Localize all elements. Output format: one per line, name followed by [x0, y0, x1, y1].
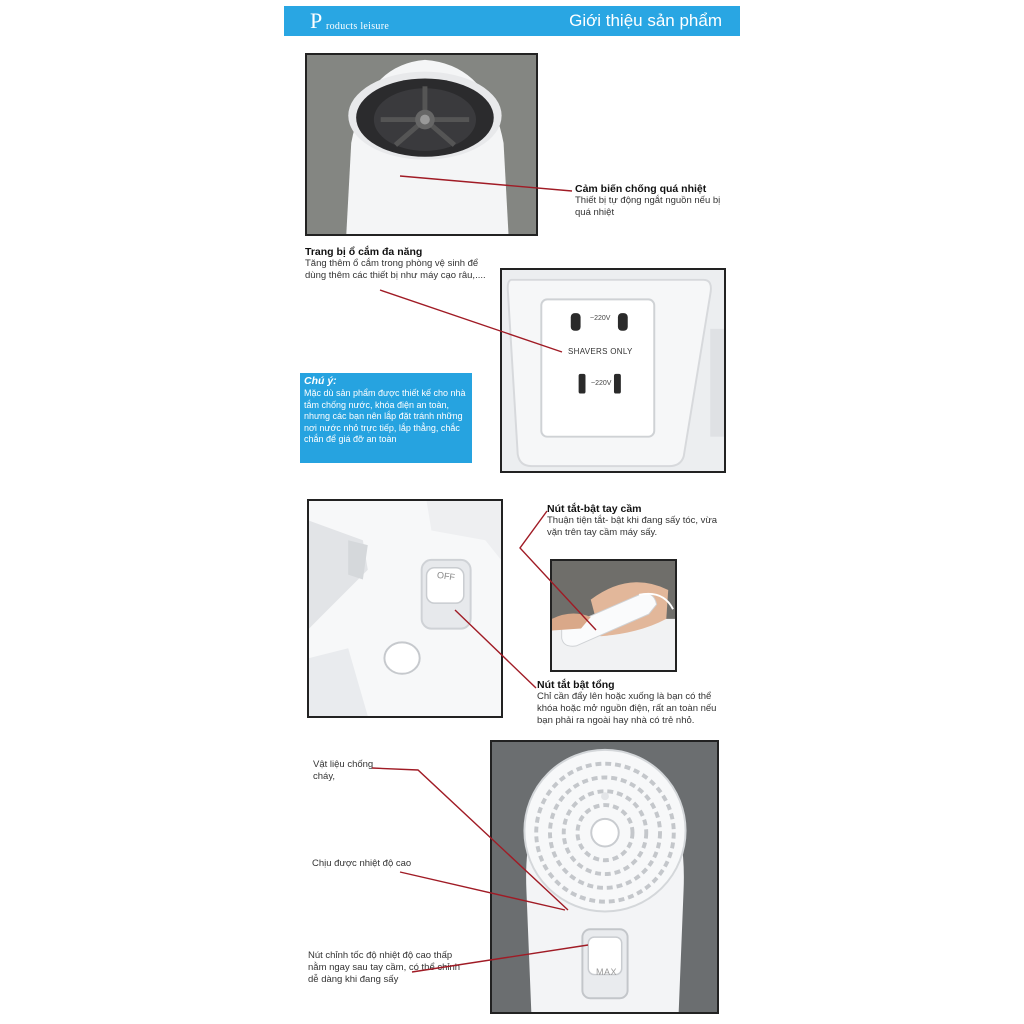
socket-title: Trang bị ổ cắm đa năng: [305, 246, 423, 258]
heat-resistant-text: Chịu được nhiệt độ cao: [312, 858, 412, 869]
hand-photo: [550, 559, 677, 672]
handle-switch-section: [547, 503, 747, 539]
note-title: Chú ý:: [304, 375, 337, 387]
main-switch-body: Chỉ cần đẩy lên hoặc xuống là bạn có thể khóa hoặc mở nguồn điện, rất an toàn nếu bạn phải ra ngoài hay nhà có trẻ nhỏ.: [537, 691, 717, 726]
socket-photo: [500, 268, 726, 473]
hand-image: [552, 561, 675, 670]
dryer-vent-image: [307, 55, 536, 234]
socket-label-shavers: SHAVERS ONLY: [568, 347, 633, 356]
logo-text: roducts leisure: [326, 21, 390, 32]
logo-letter: P: [310, 8, 323, 33]
main-switch-section: [537, 679, 737, 727]
socket-body: Tăng thêm ổ cắm trong phòng vệ sinh để dùng thêm các thiết bị như máy cạo râu,....: [305, 258, 486, 281]
main-switch-photo: [307, 499, 503, 718]
max-label: MAX: [596, 967, 618, 977]
socket-label-top: ~220V: [590, 315, 611, 322]
main-switch-title: Nút tắt bật tổng: [537, 679, 615, 691]
header-banner: [284, 6, 740, 36]
fireproof-text: Vật liệu chống cháy,: [313, 759, 374, 782]
dryer-vent-photo: [305, 53, 538, 236]
off-label: OFF: [436, 569, 456, 583]
dryer-back-photo: [490, 740, 719, 1014]
socket-section: [305, 246, 495, 282]
main-switch-image: [309, 501, 501, 716]
overheat-body: Thiết bị tự động ngắt nguồn nếu bị quá nhiệt: [575, 195, 721, 218]
overheat-section: [575, 183, 755, 219]
socket-label-bottom: ~220V: [591, 380, 612, 387]
socket-image: [502, 270, 724, 471]
page-title: Giới thiệu sản phẩm: [569, 11, 722, 30]
handle-switch-body: Thuận tiện tắt- bật khi đang sấy tóc, vừa vặn trên tay cầm máy sấy.: [547, 515, 718, 538]
handle-switch-title: Nút tắt-bật tay cầm: [547, 503, 642, 515]
speed-control-text: Nút chỉnh tốc độ nhiệt độ cao thấp nằm ngay sau tay cầm, có thể chỉnh dễ dàng khi đang sấy: [308, 950, 461, 985]
note-box: [300, 373, 472, 463]
note-body: Mặc dù sản phẩm được thiết kế cho nhà tắm chống nước, khóa điện an toàn, nhưng các bạn nên lắp đặt tránh những nơi nước nhỏ trực tiếp, lắp thẳng, chắc chắn để giá đỡ an toàn: [304, 388, 466, 444]
overheat-title: Cảm biến chống quá nhiệt: [575, 183, 707, 195]
